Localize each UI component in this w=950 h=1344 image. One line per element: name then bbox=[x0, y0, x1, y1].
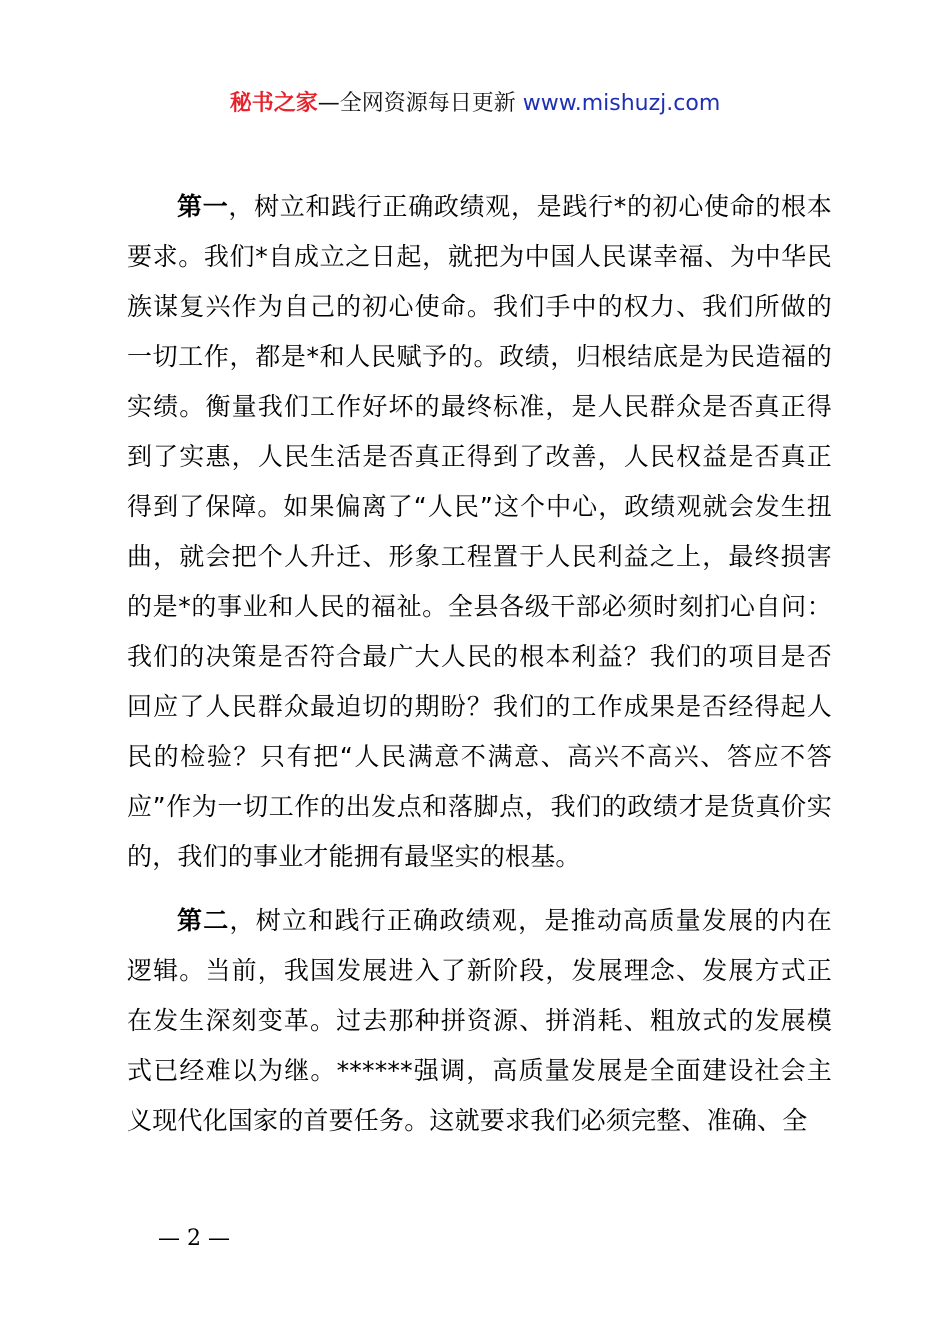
header-brand: 秘书之家 bbox=[229, 91, 318, 116]
paragraph-text: ，树立和践行正确政绩观，是践行*的初心使命的根本要求。我们*自成立之日起，就把为中国人民谋幸福、为中华民族谋复兴作为自己的初心使命。我们手中的权力、我们所做的一切工作，都是*和人民赋予的。政绩，归根结底是为民造福的实绩。衡量我们工作好坏的最终标准，是人民群众是否真正得到了实惠，人民生活是否真正得到了改善，人民权益是否真正得到了保障。如果偏离了“人民”这个中心，政绩观就会发生扭曲，就会把个人升迁、形象工程置于人民利益之上，最终损害的是*的事业和人民的福祉。全县各级干部必须时刻扪心自问：我们的决策是否符合最广大人民的根本利益？我们的项目是否回应了人民群众最迫切的期盼？我们的工作成果是否经得起人民的检验？只有把“人民满意不满意、高兴不高兴、答应不答应”作为一切工作的出发点和落脚点，我们的政绩才是货真价实的，我们的事业才能拥有最坚实的根基。 bbox=[127, 192, 832, 871]
paragraph-lead: 第二 bbox=[177, 906, 230, 935]
page-header bbox=[0, 88, 950, 120]
paragraph-lead: 第一 bbox=[177, 192, 229, 221]
header-url[interactable]: www.mishuzj.com bbox=[522, 91, 721, 116]
header-tagline: —全网资源每日更新 bbox=[317, 91, 523, 116]
page-number: — 2 — bbox=[158, 1226, 230, 1251]
paragraph-first bbox=[127, 182, 832, 882]
paragraph-text: ，树立和践行正确政绩观，是推动高质量发展的内在逻辑。当前，我国发展进入了新阶段，发展理念、发展方式正在发生深刻变革。过去那种拼资源、拼消耗、粗放式的发展模式已经难以为继。******强调，高质量发展是全面建设社会主义现代化国家的首要任务。这就要求我们必须完整、准确、全 bbox=[127, 906, 832, 1135]
document-body bbox=[127, 182, 832, 1146]
paragraph-second bbox=[127, 896, 832, 1146]
